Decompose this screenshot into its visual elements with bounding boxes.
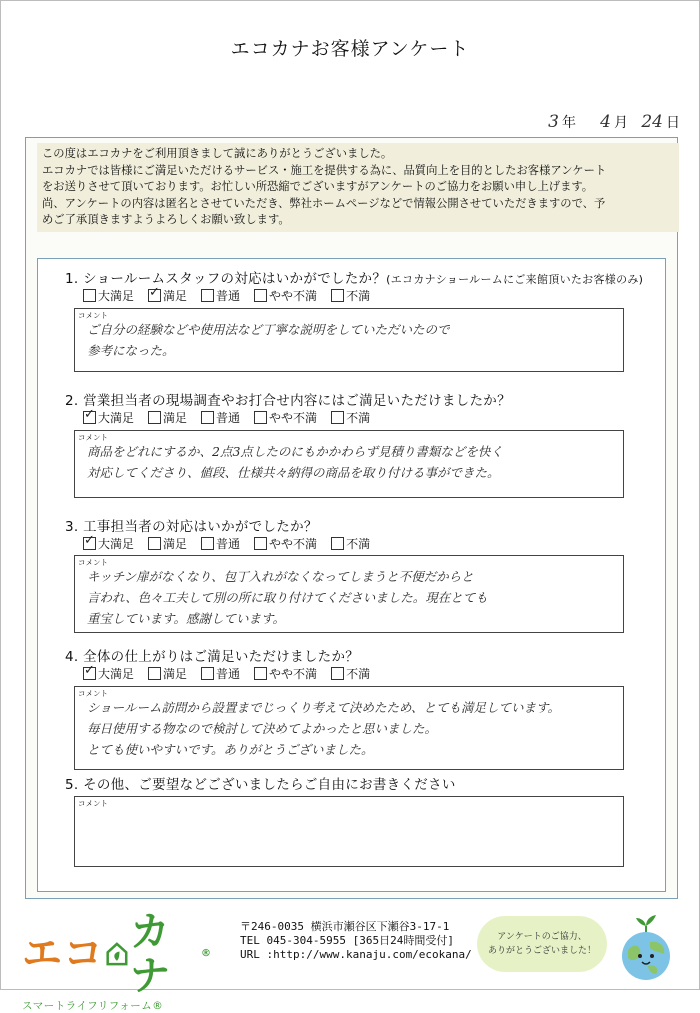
date-line [537,112,680,132]
date-day-label: 日 [666,115,680,131]
comment-label: コメント [78,799,108,808]
comment-label: コメント [78,311,108,320]
question-4-text [65,645,359,665]
question-2-comment-box[interactable] [74,430,624,498]
question-4-comment-box[interactable] [74,686,624,770]
thanks-bubble [477,916,607,972]
globe-mascot-icon [614,912,678,982]
question-label: 3. 工事担当者の対応はいかがでしたか？ [65,519,318,535]
logo-e: エ [22,931,63,977]
checkbox[interactable] [254,289,267,302]
contact-url[interactable]: URL :http://www.kanaju.com/ecokana/ [240,948,472,961]
question-label: 5. その他、ご要望などございましたらご自由にお書きください [65,777,456,793]
handwritten-comment [87,566,612,629]
comment-line: ショールーム訪問から設置までじっくり考えて決めたため、とても満足しています。 [87,700,561,715]
comment-line: ご自分の経験などや使用法など丁寧な説明をしていただいたので [87,322,450,337]
question-1-text [65,267,643,287]
rating-option-label: 普通 [216,289,241,303]
rating-option[interactable] [148,287,187,304]
rating-option[interactable] [201,665,240,682]
rating-option-label: 普通 [216,537,241,551]
survey-frame [25,137,678,899]
question-5-text [65,773,456,793]
rating-option-label: 普通 [216,411,241,425]
comment-label: コメント [78,689,108,698]
question-label: 2. 営業担当者の現場調査やお打合せ内容にはご満足いただけましたか？ [65,393,511,409]
intro-line: をお送りさせて頂いております。お忙しい所恐縮でございますがアンケートのご協力をお願い申し上げます。 [42,180,594,193]
question-1-options [83,287,384,304]
rating-option[interactable] [83,665,134,682]
rating-option[interactable] [201,535,240,552]
question-3-text [65,515,318,535]
checkbox[interactable] [331,289,344,302]
comment-line: 毎日使用する物なので検討して決めてよかったと思いました。 [87,721,438,736]
rating-option[interactable] [148,535,187,552]
rating-option[interactable] [331,409,370,426]
checkbox[interactable] [83,667,96,680]
date-year-label: 年 [562,115,576,131]
rating-option[interactable] [83,287,134,304]
question-3-options [83,535,384,552]
question-1-comment-box[interactable] [74,308,624,372]
thanks-line: アンケートのご協力、 [497,932,587,942]
checkbox[interactable] [148,289,161,302]
house-icon [106,940,128,968]
rating-option-label: 満足 [163,289,188,303]
intro-line: 尚、アンケートの内容は匿名とさせていただき、弊社ホームページなどで情報公開させていただきますので、予 [42,196,606,210]
logo-kana: カナ [129,909,171,999]
rating-option-label: 普通 [216,667,241,681]
checkbox[interactable] [148,537,161,550]
question-note: (エコカナショールームにご来館頂いたお客様のみ) [386,273,644,286]
rating-option-label: やや不満 [269,667,318,681]
page-title: エコカナお客様アンケート [230,38,470,60]
rating-option-label: 大満足 [98,667,135,681]
question-2-options [83,409,384,426]
rating-option[interactable] [254,287,317,304]
comment-line: 対応してくださり、値段、仕様共々納得の商品を取り付ける事ができた。 [87,465,500,480]
question-label: 1. ショールームスタッフの対応はいかがでしたか？ [65,271,387,287]
rating-option[interactable] [83,409,134,426]
rating-option[interactable] [331,665,370,682]
rating-option[interactable] [83,535,134,552]
rating-option-label: 大満足 [98,411,135,425]
checkbox[interactable] [83,411,96,424]
question-5-comment-box[interactable] [74,796,624,867]
question-label: 4. 全体の仕上がりはご満足いただけましたか？ [65,649,360,665]
comment-label: コメント [78,558,108,567]
comment-line: キッチン扉がなくなり、包丁入れがなくなってしまうと不便だからと [87,569,474,584]
comment-line: 参考になった。 [87,343,175,358]
comment-line: 重宝しています。感謝しています。 [87,611,286,626]
date-year: 3 [548,112,559,132]
logo-registered: ® [201,948,212,959]
question-2-text [65,389,511,409]
contact-address: 〒246-0035 横浜市瀬谷区下瀬谷3-17-1 [240,920,450,933]
comment-label: コメント [78,433,108,442]
intro-line: エコカナでは皆様にご満足いただけるサービス・施工を提供する為に、品質向上を目的としたお客様アンケート [42,163,607,177]
handwritten-comment [87,319,612,361]
logo-ko: コ [63,931,104,977]
rating-option[interactable] [331,287,370,304]
rating-option-label: やや不満 [269,411,318,425]
rating-option-label: 大満足 [98,289,135,303]
rating-option-label: 不満 [346,411,371,425]
checkbox[interactable] [83,537,96,550]
contact-info [240,920,472,962]
date-month-label: 月 [614,115,628,131]
rating-option-label: 大満足 [98,537,135,551]
rating-option[interactable] [148,409,187,426]
comment-line: とても使いやすいです。ありがとうございました。 [87,742,374,757]
checkbox[interactable] [254,537,267,550]
rating-option-label: 満足 [163,667,188,681]
checkbox[interactable] [201,537,214,550]
checkbox[interactable] [331,411,344,424]
question-4-options [83,665,384,682]
handwritten-comment [87,441,612,483]
rating-option-label: 不満 [346,537,371,551]
intro-line: この度はエコカナをご利用頂きまして誠にありがとうございました。 [42,147,393,160]
rating-option[interactable] [201,409,240,426]
rating-option[interactable] [254,409,317,426]
ecokana-logo [22,909,212,1012]
rating-option-label: 不満 [346,289,371,303]
rating-option[interactable] [254,665,317,682]
question-3-comment-box[interactable] [74,555,624,633]
checkbox[interactable] [201,289,214,302]
intro-line: めご了承頂きますようよろしくお願い致します。 [42,213,290,226]
logo-subtitle: スマートライフリフォーム® [22,1000,164,1012]
survey-body [37,258,666,892]
checkbox[interactable] [148,667,161,680]
checkbox[interactable] [201,667,214,680]
comment-line: 商品をどれにするか、2点3点したのにもかかわらず見積り書類などを快く [87,444,503,459]
checkbox[interactable] [148,411,161,424]
rating-option-label: 満足 [163,411,188,425]
contact-tel: TEL 045-304-5955 [365日24時間受付] [240,934,454,947]
rating-option-label: 満足 [163,537,188,551]
date-day: 24 [641,112,663,132]
checkbox[interactable] [83,289,96,302]
rating-option-label: やや不満 [269,289,318,303]
rating-option-label: 不満 [346,667,371,681]
date-month: 4 [600,112,611,132]
rating-option-label: やや不満 [269,537,318,551]
intro-text [37,143,679,232]
thanks-line: ありがとうございました！ [487,946,596,956]
checkbox[interactable] [254,411,267,424]
comment-line: 言われ、色々工夫して別の所に取り付けてくださいました。現在とても [87,590,488,605]
handwritten-comment [87,697,612,760]
rating-option[interactable] [254,535,317,552]
checkbox[interactable] [201,411,214,424]
rating-option[interactable] [148,665,187,682]
checkbox[interactable] [331,537,344,550]
rating-option[interactable] [201,287,240,304]
checkbox[interactable] [331,667,344,680]
rating-option[interactable] [331,535,370,552]
checkbox[interactable] [254,667,267,680]
